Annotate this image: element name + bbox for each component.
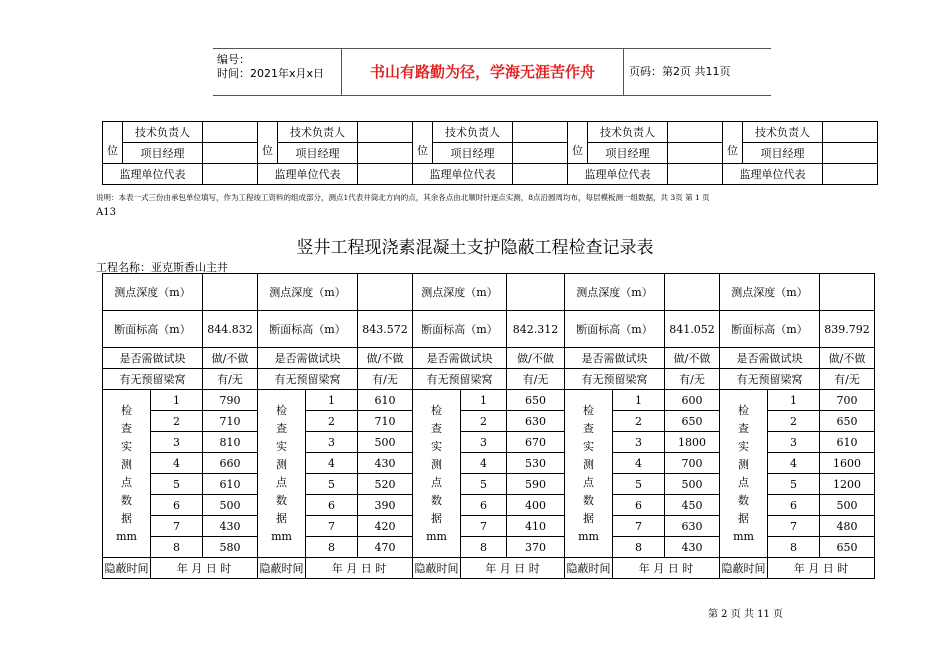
point-number: 4: [613, 453, 665, 474]
wei-cell: 位: [568, 122, 588, 164]
point-value: 1600: [820, 453, 875, 474]
depth-value: [820, 274, 875, 311]
point-value: 670: [507, 432, 565, 453]
point-number: 7: [461, 516, 507, 537]
check-data-char: 检: [583, 403, 594, 417]
point-value: 390: [358, 495, 413, 516]
check-data-char: 查: [583, 421, 594, 435]
point-value: 430: [358, 453, 413, 474]
check-data-char: mm: [426, 529, 447, 543]
tech-lead-value: [513, 122, 568, 143]
page-footer: 第 2 页 共 11 页: [708, 609, 783, 620]
page-header: [213, 48, 771, 96]
point-number: 5: [461, 474, 507, 495]
header-page: 页码：第2页 共11页: [629, 65, 731, 78]
elevation-value: 844.832: [203, 311, 258, 348]
pm-value: [513, 143, 568, 164]
hide-time-label: 隐蔽时间: [103, 558, 151, 579]
point-number: 2: [151, 411, 203, 432]
point-number: 8: [151, 537, 203, 558]
page-title: 竖井工程现浇素混凝土支护隐蔽工程检查记录表: [296, 238, 654, 258]
pm-value: [358, 143, 413, 164]
point-value: 630: [665, 516, 720, 537]
point-value: 500: [358, 432, 413, 453]
point-number: 3: [768, 432, 820, 453]
hide-time-label: 隐蔽时间: [720, 558, 768, 579]
check-data-char: 测: [276, 457, 287, 471]
point-value: 530: [507, 453, 565, 474]
supervisor-value: [668, 164, 723, 185]
table-note: 说明：本表一式三份由承包单位填写，作为工程竣工资料的组成部分，测点1代表井筒北方向的点，其余各点由北顺时针逐点实测，8点沿圆周均布，每层模板测一组数据，共 3页 第 1 页: [96, 193, 710, 202]
point-value: 520: [358, 474, 413, 495]
pm-label: 项目经理: [123, 143, 203, 164]
pm-value: [203, 143, 258, 164]
check-data-char: 数: [121, 493, 132, 507]
beam-value: 有/无: [507, 369, 565, 390]
supervisor-value: [358, 164, 413, 185]
check-data-char: 据: [738, 511, 749, 525]
point-value: 410: [507, 516, 565, 537]
point-number: 3: [461, 432, 507, 453]
point-value: 370: [507, 537, 565, 558]
elevation-label: 断面标高（m）: [565, 311, 665, 348]
point-value: 590: [507, 474, 565, 495]
wei-cell: 位: [103, 122, 123, 164]
inspection-table: [102, 273, 875, 579]
check-data-char: 测: [121, 457, 132, 471]
point-number: 2: [768, 411, 820, 432]
test-block-label: 是否需做试块: [413, 348, 507, 369]
check-data-char: mm: [578, 529, 599, 543]
point-value: 580: [203, 537, 258, 558]
point-number: 7: [306, 516, 358, 537]
point-number: 5: [306, 474, 358, 495]
supervisor-label: 监理单位代表: [413, 164, 513, 185]
point-value: 710: [358, 411, 413, 432]
hide-time-label: 隐蔽时间: [258, 558, 306, 579]
point-value: 400: [507, 495, 565, 516]
point-number: 5: [151, 474, 203, 495]
elevation-value: 841.052: [665, 311, 720, 348]
signature-table: [102, 121, 878, 185]
point-value: 430: [665, 537, 720, 558]
check-data-char: 数: [738, 493, 749, 507]
point-value: 650: [665, 411, 720, 432]
check-data-char: 检: [431, 403, 442, 417]
point-value: 700: [665, 453, 720, 474]
pm-value: [823, 143, 878, 164]
point-value: 650: [820, 537, 875, 558]
supervisor-value: [823, 164, 878, 185]
check-data-char: mm: [271, 529, 292, 543]
point-number: 2: [613, 411, 665, 432]
point-number: 6: [613, 495, 665, 516]
test-block-label: 是否需做试块: [103, 348, 203, 369]
check-data-char: 测: [431, 457, 442, 471]
check-data-char: 实: [276, 439, 287, 453]
supervisor-label: 监理单位代表: [723, 164, 823, 185]
form-code: A13: [96, 207, 116, 218]
depth-label: 测点深度（m）: [413, 274, 507, 311]
elevation-value: 839.792: [820, 311, 875, 348]
pm-label: 项目经理: [278, 143, 358, 164]
beam-value: 有/无: [203, 369, 258, 390]
check-data-char: 点: [738, 475, 749, 489]
check-data-char: 实: [738, 439, 749, 453]
check-data-char: 查: [738, 421, 749, 435]
point-value: 430: [203, 516, 258, 537]
tech-lead-value: [358, 122, 413, 143]
point-value: 790: [203, 390, 258, 411]
point-number: 5: [613, 474, 665, 495]
point-value: 500: [820, 495, 875, 516]
point-number: 6: [461, 495, 507, 516]
depth-value: [665, 274, 720, 311]
beam-value: 有/无: [820, 369, 875, 390]
pm-label: 项目经理: [743, 143, 823, 164]
beam-label: 有无预留梁窝: [565, 369, 665, 390]
test-block-value: 做/不做: [665, 348, 720, 369]
check-data-char: 据: [276, 511, 287, 525]
point-value: 700: [820, 390, 875, 411]
supervisor-value: [203, 164, 258, 185]
check-data-char: 数: [583, 493, 594, 507]
supervisor-label: 监理单位代表: [103, 164, 203, 185]
beam-label: 有无预留梁窝: [103, 369, 203, 390]
test-block-value: 做/不做: [358, 348, 413, 369]
point-number: 8: [613, 537, 665, 558]
point-number: 4: [306, 453, 358, 474]
point-number: 3: [151, 432, 203, 453]
beam-value: 有/无: [665, 369, 720, 390]
supervisor-value: [513, 164, 568, 185]
elevation-label: 断面标高（m）: [258, 311, 358, 348]
test-block-label: 是否需做试块: [565, 348, 665, 369]
check-data-char: 查: [121, 421, 132, 435]
point-value: 500: [665, 474, 720, 495]
test-block-label: 是否需做试块: [720, 348, 820, 369]
test-block-label: 是否需做试块: [258, 348, 358, 369]
wei-cell: 位: [258, 122, 278, 164]
test-block-value: 做/不做: [507, 348, 565, 369]
project-name: 工程名称：亚克斯香山主井: [96, 261, 228, 274]
depth-value: [358, 274, 413, 311]
check-data-char: 实: [431, 439, 442, 453]
depth-label: 测点深度（m）: [720, 274, 820, 311]
tech-lead-label: 技术负责人: [278, 122, 358, 143]
pm-label: 项目经理: [433, 143, 513, 164]
point-number: 8: [768, 537, 820, 558]
depth-value: [203, 274, 258, 311]
tech-lead-value: [203, 122, 258, 143]
point-number: 8: [306, 537, 358, 558]
beam-label: 有无预留梁窝: [413, 369, 507, 390]
point-number: 5: [768, 474, 820, 495]
check-data-label: [413, 390, 461, 558]
tech-lead-value: [823, 122, 878, 143]
point-number: 6: [306, 495, 358, 516]
header-meta: [213, 49, 341, 95]
depth-label: 测点深度（m）: [103, 274, 203, 311]
point-value: 450: [665, 495, 720, 516]
point-value: 710: [203, 411, 258, 432]
point-value: 660: [203, 453, 258, 474]
hide-time-label: 隐蔽时间: [413, 558, 461, 579]
hide-time-value: 年 月 日 时: [461, 558, 565, 579]
wei-cell: 位: [723, 122, 743, 164]
elevation-label: 断面标高（m）: [413, 311, 507, 348]
check-data-label: [103, 390, 151, 558]
hide-time-value: 年 月 日 时: [613, 558, 720, 579]
point-number: 3: [613, 432, 665, 453]
check-data-char: 检: [121, 403, 132, 417]
pm-label: 项目经理: [588, 143, 668, 164]
test-block-value: 做/不做: [820, 348, 875, 369]
point-value: 650: [507, 390, 565, 411]
beam-label: 有无预留梁窝: [258, 369, 358, 390]
check-data-char: mm: [116, 529, 137, 543]
hide-time-label: 隐蔽时间: [565, 558, 613, 579]
point-value: 470: [358, 537, 413, 558]
check-data-char: 测: [738, 457, 749, 471]
point-number: 6: [768, 495, 820, 516]
header-motto: 书山有路勤为径，学海无涯苦作舟: [341, 49, 624, 95]
time-label: 时间：2021年x月x日: [217, 67, 325, 80]
point-value: 610: [358, 390, 413, 411]
test-block-value: 做/不做: [203, 348, 258, 369]
check-data-char: 据: [431, 511, 442, 525]
tech-lead-label: 技术负责人: [588, 122, 668, 143]
check-data-char: 实: [121, 439, 132, 453]
point-value: 480: [820, 516, 875, 537]
check-data-char: 点: [583, 475, 594, 489]
check-data-char: 点: [121, 475, 132, 489]
point-value: 420: [358, 516, 413, 537]
check-data-char: 检: [738, 403, 749, 417]
check-data-char: 数: [431, 493, 442, 507]
check-data-char: 测: [583, 457, 594, 471]
point-value: 810: [203, 432, 258, 453]
check-data-label: [720, 390, 768, 558]
check-data-char: 实: [583, 439, 594, 453]
depth-label: 测点深度（m）: [565, 274, 665, 311]
check-data-char: 检: [276, 403, 287, 417]
point-number: 1: [306, 390, 358, 411]
check-data-char: 据: [583, 511, 594, 525]
point-value: 630: [507, 411, 565, 432]
tech-lead-label: 技术负责人: [743, 122, 823, 143]
point-value: 600: [665, 390, 720, 411]
elevation-value: 842.312: [507, 311, 565, 348]
check-data-char: 查: [431, 421, 442, 435]
tech-lead-label: 技术负责人: [433, 122, 513, 143]
point-value: 500: [203, 495, 258, 516]
point-number: 4: [461, 453, 507, 474]
point-number: 7: [613, 516, 665, 537]
point-number: 1: [768, 390, 820, 411]
supervisor-label: 监理单位代表: [258, 164, 358, 185]
hide-time-value: 年 月 日 时: [151, 558, 258, 579]
point-number: 6: [151, 495, 203, 516]
point-number: 3: [306, 432, 358, 453]
beam-label: 有无预留梁窝: [720, 369, 820, 390]
point-number: 1: [461, 390, 507, 411]
check-data-char: 数: [276, 493, 287, 507]
tech-lead-label: 技术负责人: [123, 122, 203, 143]
number-label: 编号：: [217, 53, 250, 66]
elevation-label: 断面标高（m）: [720, 311, 820, 348]
point-number: 2: [306, 411, 358, 432]
point-number: 4: [151, 453, 203, 474]
depth-label: 测点深度（m）: [258, 274, 358, 311]
hide-time-value: 年 月 日 时: [306, 558, 413, 579]
wei-cell: 位: [413, 122, 433, 164]
point-number: 2: [461, 411, 507, 432]
point-number: 7: [768, 516, 820, 537]
point-value: 1200: [820, 474, 875, 495]
check-data-char: mm: [733, 529, 754, 543]
point-number: 1: [151, 390, 203, 411]
beam-value: 有/无: [358, 369, 413, 390]
point-number: 1: [613, 390, 665, 411]
hide-time-value: 年 月 日 时: [768, 558, 875, 579]
point-value: 610: [203, 474, 258, 495]
check-data-char: 查: [276, 421, 287, 435]
point-number: 7: [151, 516, 203, 537]
point-value: 1800: [665, 432, 720, 453]
point-number: 4: [768, 453, 820, 474]
check-data-char: 点: [276, 475, 287, 489]
tech-lead-value: [668, 122, 723, 143]
point-number: 8: [461, 537, 507, 558]
check-data-char: 据: [121, 511, 132, 525]
point-value: 650: [820, 411, 875, 432]
check-data-label: [565, 390, 613, 558]
depth-value: [507, 274, 565, 311]
check-data-label: [258, 390, 306, 558]
check-data-char: 点: [431, 475, 442, 489]
point-value: 610: [820, 432, 875, 453]
supervisor-label: 监理单位代表: [568, 164, 668, 185]
elevation-label: 断面标高（m）: [103, 311, 203, 348]
pm-value: [668, 143, 723, 164]
elevation-value: 843.572: [358, 311, 413, 348]
